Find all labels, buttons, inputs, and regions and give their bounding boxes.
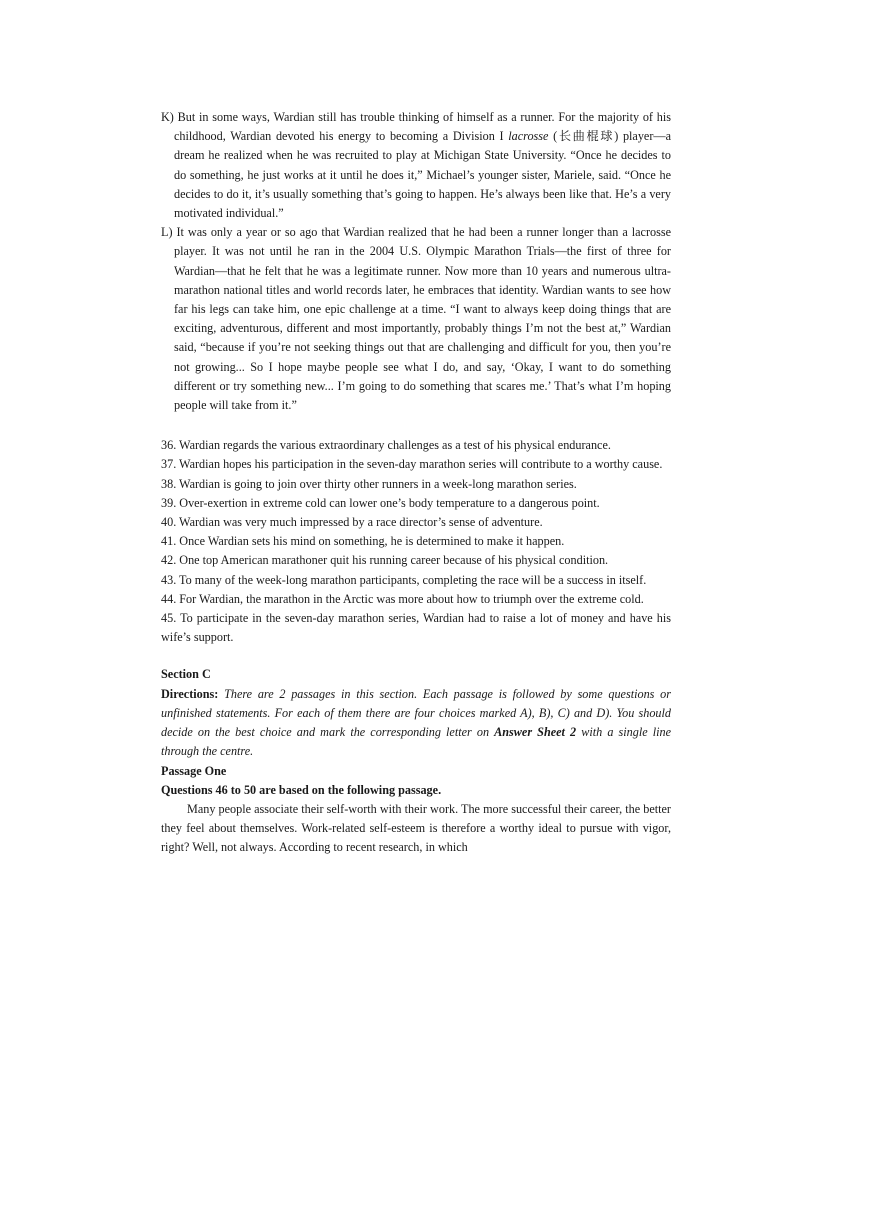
paragraph-k-text-1: K) But in some ways, Wardian still has trouble thinking of himself as a runner. For the majority of his childhood, Wardian devoted his energy to becoming a Division I bbox=[161, 110, 671, 144]
statement-38: 38. Wardian is going to join over thirty other runners in a week-long marathon series. bbox=[161, 476, 577, 491]
spacer bbox=[161, 647, 671, 665]
statement-41: 41. Once Wardian sets his mind on something, he is determined to make it happen. bbox=[161, 534, 565, 549]
directions bbox=[161, 685, 671, 762]
statement-37: 37. Wardian hopes his participation in the seven-day marathon series will contribute to a worthy cause. bbox=[161, 457, 663, 472]
directions-text-2: with a single line through the centre. bbox=[161, 725, 671, 759]
statement-42: 42. One top American marathoner quit his running career because of his physical condition. bbox=[161, 553, 609, 568]
passage-opening: Many people associate their self-worth with their work. The more successful their career, the better they feel about themselves. Work-related self-esteem is therefore a worthy ideal to pursue with vigor, right? Well, not always. According to recent research, in which bbox=[161, 801, 671, 855]
directions-text-1: There are 2 passages in this section. Each passage is followed by some questions or unfinished statements. For each of them there are four choices marked A), B), C) and D). You should decide on the best choice and mark the corresponding letter on bbox=[161, 686, 671, 740]
statement-list bbox=[161, 436, 671, 647]
section-heading: Section C bbox=[161, 667, 211, 682]
statement-43: 43. To many of the week-long marathon participants, completing the race will be a success in itself. bbox=[161, 572, 647, 587]
questions-range: Questions 46 to 50 are based on the following passage. bbox=[161, 782, 442, 797]
paragraph-l: L) It was only a year or so ago that Wardian realized that he had been a runner longer than a lacrosse player. It was not until he ran in the 2004 U.S. Olympic Marathon Trials—the first of three for Wardian—that he felt that he was a legitimate runner. Now more than 10 years and numerous ultra-marathon national titles and world records later, he embraces that identity. Wardian wants to see how far his legs can take him, one epic challenge at a time. “I want to always keep doing things that are exciting, adventurous, different and most importantly, probably things I’m not the best at,” Wardian said, “because if you’re not seeking things out that are challenging and difficult for you, then you’re not growing... So I hope maybe people see what I do, and say, ‘Okay, I want to do something different or try something new... I’m going to do something that scares me.’ That’s what I’m hoping people will take from it.” bbox=[161, 225, 671, 413]
paragraph-k bbox=[161, 108, 671, 223]
statement-40: 40. Wardian was very much impressed by a race director’s sense of adventure. bbox=[161, 515, 543, 530]
statement-36: 36. Wardian regards the various extraordinary challenges as a test of his physical endurance. bbox=[161, 438, 611, 453]
passage-title: Passage One bbox=[161, 763, 227, 778]
paragraph-k-italic-term: lacrosse bbox=[508, 129, 549, 144]
spacer bbox=[161, 415, 671, 436]
statement-45: 45. To participate in the seven-day marathon series, Wardian had to raise a lot of money and have his wife’s support. bbox=[161, 611, 671, 645]
paragraph-k-text-2: (长曲棍球) player—a dream he realized when he was recruited to play at Michigan State University. “Once he decides to do something, he just works at it until he does it,” Michael’s younger sister, Mariele, said. “Once he decides to do it, it’s usually something that’s going to happen. He’s always been like that. He’s a very motivated individual.” bbox=[174, 129, 672, 221]
directions-label: Directions: bbox=[161, 686, 219, 701]
directions-answer-sheet: Answer Sheet 2 bbox=[494, 725, 577, 740]
page-content bbox=[161, 108, 671, 858]
statement-44: 44. For Wardian, the marathon in the Arctic was more about how to triumph over the extreme cold. bbox=[161, 591, 644, 606]
statement-39: 39. Over-exertion in extreme cold can lower one’s body temperature to a dangerous point. bbox=[161, 495, 600, 510]
